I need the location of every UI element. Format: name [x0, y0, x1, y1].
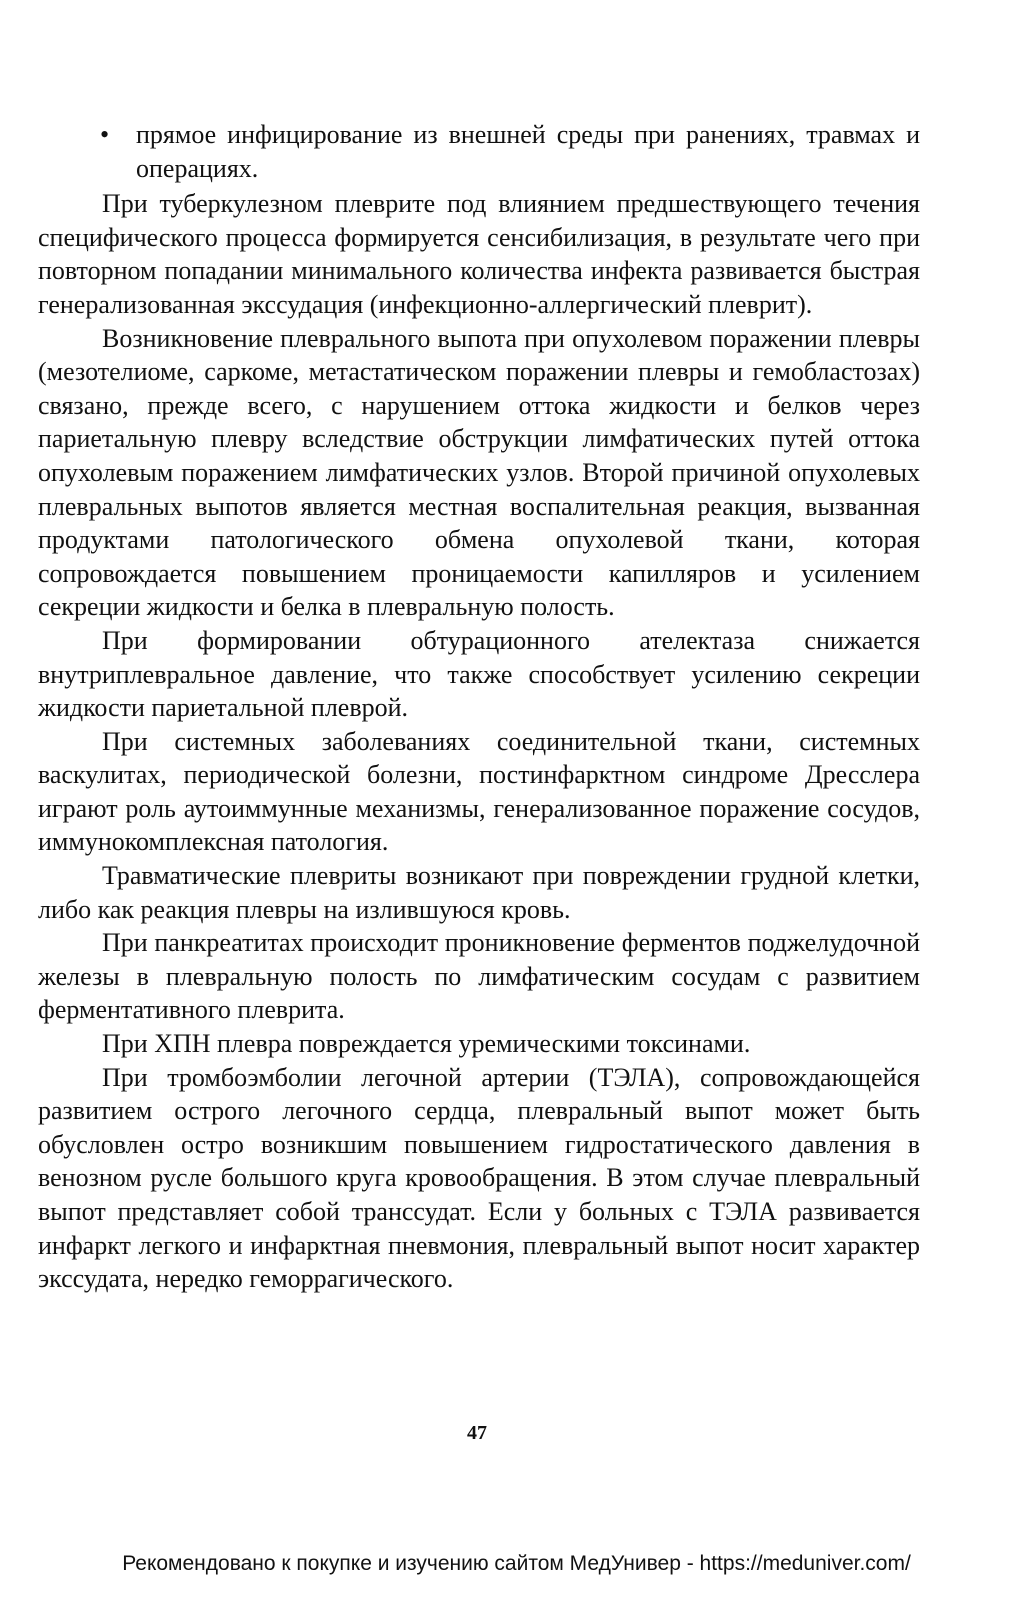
bullet-item	[38, 118, 920, 185]
paragraph-pancreatitis: При панкреатитах происходит проникновение ферментов поджелудочной железы в плевральную полость по лимфатическим сосудам с развитием ферментативного плеврита.	[38, 928, 920, 1025]
paragraph-tuberculous-pleurisy: При туберкулезном плеврите под влиянием предшествующего течения специфического процесса формируется сенсибилизация, в результате чего при повторном попадании минимального количества инфекта развивается быстрая генерализованная экссудация (инфекционно-аллергический плеврит).	[38, 189, 920, 319]
paragraph-atelectasis: При формировании обтурационного ателектаза снижается внутриплевральное давление, что также способствует усилению секреции жидкости париетальной плеврой.	[38, 625, 920, 723]
paragraph-systemic-diseases: При системных заболеваниях соединительной ткани, системных васкулитах, периодической болезни, постинфарктном синдроме Дресслера играют роль аутоиммунные механизмы, генерализованное поражение сосудов, иммунокомплексная патология.	[38, 726, 920, 857]
paragraph-chronic-renal-failure: При ХПН плевра повреждается уремическими токсинами.	[102, 1029, 751, 1059]
paragraph-traumatic-pleurisy: Травматические плевриты возникают при повреждении грудной клетки, либо как реакция плевры на излившуюся кровь.	[38, 861, 920, 924]
page-body	[38, 118, 920, 1296]
page-number: 47	[467, 1422, 487, 1444]
footer-recommendation: Рекомендовано к покупке и изучению сайтом МедУнивер - https://meduniver.com/	[122, 1552, 911, 1575]
bullet-mark: •	[100, 120, 110, 149]
paragraph-pulmonary-embolism: При тромбоэмболии легочной артерии (ТЭЛА), сопровождающейся развитием острого легочного сердца, плевральный выпот может быть обусловлен остро возникшим повышением гидростатического давления в венозном русле большого круга кровообращения. В этом случае плевральный выпот представляет собой транссудат. Если у больных с ТЭЛА развивается инфаркт легкого и инфарктная пневмония, плевральный выпот носит характер экссудата, нередко геморрагического.	[38, 1062, 920, 1294]
paragraph-tumor-effusion: Возникновение плеврального выпота при опухолевом поражении плевры (мезотелиоме, саркоме, метастатическом поражении плевры и гемобластозах) связано, прежде всего, с нарушением оттока жидкости и белков через париетальную плевру вследствие обструкции лимфатических путей оттока опухолевым поражением лимфатических узлов. Второй причиной опухолевых плевральных выпотов является местная воспалительная реакция, вызванная продуктами патологического обмена опухолевой ткани, которая сопровождается повышением проницаемости капилляров и усилением секреции жидкости и белка в плевральную полость.	[38, 323, 920, 622]
bullet-text: прямое инфицирование из внешней среды при ранениях, травмах и операциях.	[136, 120, 920, 183]
